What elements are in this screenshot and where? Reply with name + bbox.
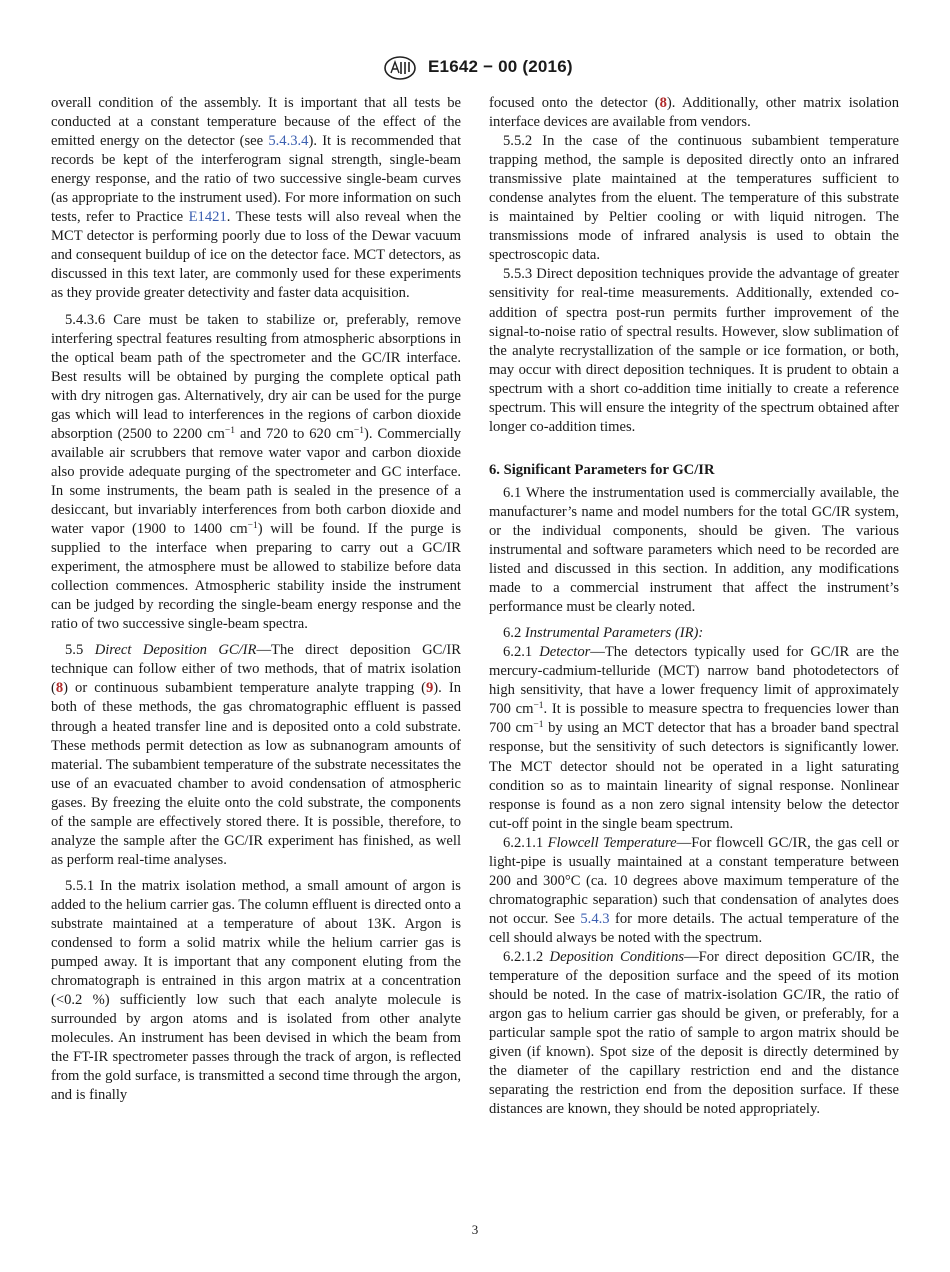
paragraph-6-2-1-2: 6.2.1.2 Deposition Conditions—For direct deposition GC/IR, the temperature of the deposition surface and the speed of its motion should be noted. In the case of matrix-isolation GC/IR, the ratio of argon gas to helium carrier gas should be given, or preferably, for a particular sample spot the ratio of sample to argon matrix should be given (if known). Spot size of the deposit is directly determined by the diameter of the capillary restriction end and the distance separating the restriction end from the deposition surface. If these distances are known, they should be noted appropriately. xyxy=(489,948,900,1118)
page-header xyxy=(0,56,950,82)
paragraph-5-4-3-6: 5.4.3.6 Care must be taken to stabilize or, preferably, remove interfering spectral features resulting from atmospheric absorptions in the optical beam path of the spectrometer and the GC/IR interface. Best results will be obtained by purging the complete optical path with dry nitrogen gas. Alternatively, dry air can be used for the purge gas which will lead to interferences in the regions of carbon dioxide absorption (2500 to 2200 $cm^{-1}$ and 720 to 620 $cm^{-1}$). Commercially available air scrubbers that remove water vapor and carbon dioxide also provide adequate purging of the spectrometer and GC interface. In some instruments, the beam path is sealed in the presence of a desiccant, but invariably interferences from both carbon dioxide and water vapor (1900 to 1400 $cm^{-1}$) will be found. If the purge is supplied to the interface when preparing to carry out a GC/IR experiment, the atmosphere must be allowed to stabilize before data collection commences. Atmospheric stability inside the instrument can be judged by recording the single-beam energy response and the ratio of two successive single-beam spectra. xyxy=(51,311,461,633)
section-link[interactable]: 5.4.3.4 xyxy=(268,133,309,150)
paragraph-6-2: 6.2 Instrumental Parameters (IR): xyxy=(503,625,704,642)
paragraph-5-5-1: 5.5.1 In the matrix isolation method, a small amount of argon is added to the helium carrier gas. The column effluent is directed onto a substrate maintained at a temperature of about 13K. Argon is condensed to form a solid matrix while the helium carrier gas is pumped away. It is important that any component eluting from the chromatograph is entrained in this argon matrix at a concentration (<0.2 %) sufficiently low such that each analyte molecule is surrounded by argon atoms and is isolated from other analyte molecules. An instrument has been devised in which the beam from the FT-IR spectrometer passes through the track of argon, is reflected from the gold surface, is transmitted a second time through the argon, and is finally xyxy=(51,877,461,1104)
paragraph: focused onto the detector (8). Additionally, other matrix isolation interface devices are available from vendors. xyxy=(489,95,899,131)
paragraph-5-5-2: 5.5.2 In the case of the continuous subambient temperature trapping method, the sample is deposited directly onto an infrared transmissive plate maintained at the temperatures sufficient to condense analytes from the eluent. The temperature of this substrate is maintained by Peltier cooling or with liquid nitrogen. The transmissions mode of infrared analysis is used to obtain the spectroscopic data. xyxy=(489,133,899,264)
reference-link[interactable]: 8 xyxy=(659,95,667,111)
astm-logo-icon xyxy=(381,56,419,80)
paragraph-5-5-3: 5.5.3 Direct deposition techniques provide the advantage of greater sensitivity for real-time measurements. Additionally, extended co-addition of spectra post-run permits further improvement of the signal-to-noise ratio of spectral results. However, slow sublimation of the analyte recrystallization of the sample or ice formation, or both, may occur with direct deposition techniques. It is prudent to obtain a spectrum with a short co-addition time initially to create a reference spectrum. This will ensure the integrity of the spectrum obtained after longer co-addition times. xyxy=(489,266,899,435)
section-heading: 6. Significant Parameters for GC/IR xyxy=(489,461,715,478)
document-id: E1642 − 00 (2016) xyxy=(428,57,573,76)
left-column xyxy=(51,94,461,1105)
paragraph-6-1: 6.1 Where the instrumentation used is commercially available, the manufacturer’s name and model numbers for the total GC/IR system, or the individual components, should be given. The various instrumental and software parameters which need to be recorded are listed and discussed in this section. In addition, any modifications made to a commercial instrument that affect the instrument’s performance must be clearly noted. xyxy=(489,484,899,616)
right-column xyxy=(489,94,899,1119)
paragraph: overall condition of the assembly. It is important that all tests be conducted at a constant temperature because of the effect of the emitted energy on the detector (see 5.4.3.4). It is recommended that records be kept of the interferogram signal strength, single-beam energy response, and the ratio of two successive single-beam curves (as appropriate to the instrument used). For more information on such tests, refer to Practice E1421. These tests will also reveal when the MCT detector is performing poorly due to loss of the Dewar vacuum and consequent buildup of ice on the detector face. MCT detectors, as discussed in this text later, are commonly used for these experiments as they provide greater detectivity and faster data acquisition. xyxy=(51,95,461,302)
reference-link[interactable]: 9 xyxy=(426,680,434,697)
paragraph-5-5: 5.5 Direct Deposition GC/IR—The direct deposition GC/IR technique can follow either of two methods, that of matrix isolation (8) or continuous subambient temperature analyte trapping (9). In both of these methods, the gas chromatographic effluent is passed through a heated transfer line and is deposited onto a cold substrate. These methods permit detection as low as subnanogram amounts of material. The subambient temperature of the substrate necessitates the use of an evacuated chamber to avoid condensation of atmospheric gases. By freezing the eluite onto the cold substrate, the components of the sample are effectively stored there. It is possible, therefore, to analyze the sample after the GC/IR experiment has finished, as well as perform real-time analyses. xyxy=(51,642,461,868)
standard-link[interactable]: E1421 xyxy=(188,209,227,226)
page-number: 3 xyxy=(471,1222,479,1237)
paragraph-6-2-1: 6.2.1 Detector—The detectors typically used for GC/IR are the mercury-cadmium-telluride (MCT) narrow band photodetectors of high sensitivity, that have a lower frequency limit of approximately 700 $cm^{-1}$. It is possible to measure spectra to frequencies lower than 700 $cm^{-1}$ by using an MCT detector that has a broader band spectral response, but the sensitivity of such detectors is significantly lower. The MCT detector should not be operated in a light saturating condition so as to maintain linearity of signal response. Nonlinear response is found as a non zero signal intensity below the detector cut-off point in the single beam spectrum. xyxy=(489,644,900,832)
paragraph-6-2-1-1: 6.2.1.1 Flowcell Temperature—For flowcell GC/IR, the gas cell or light-pipe is usually maintained at a constant temperature between 200 and 300°C (ca. 10 degrees above maximum temperature of the chromatographic separation) such that condensation of analytes does not occur. See 5.4.3 for more details. The actual temperature of the cell should always be noted with the spectrum. xyxy=(489,834,899,946)
reference-link[interactable]: 8 xyxy=(55,680,64,697)
section-link[interactable]: 5.4.3 xyxy=(580,910,610,927)
